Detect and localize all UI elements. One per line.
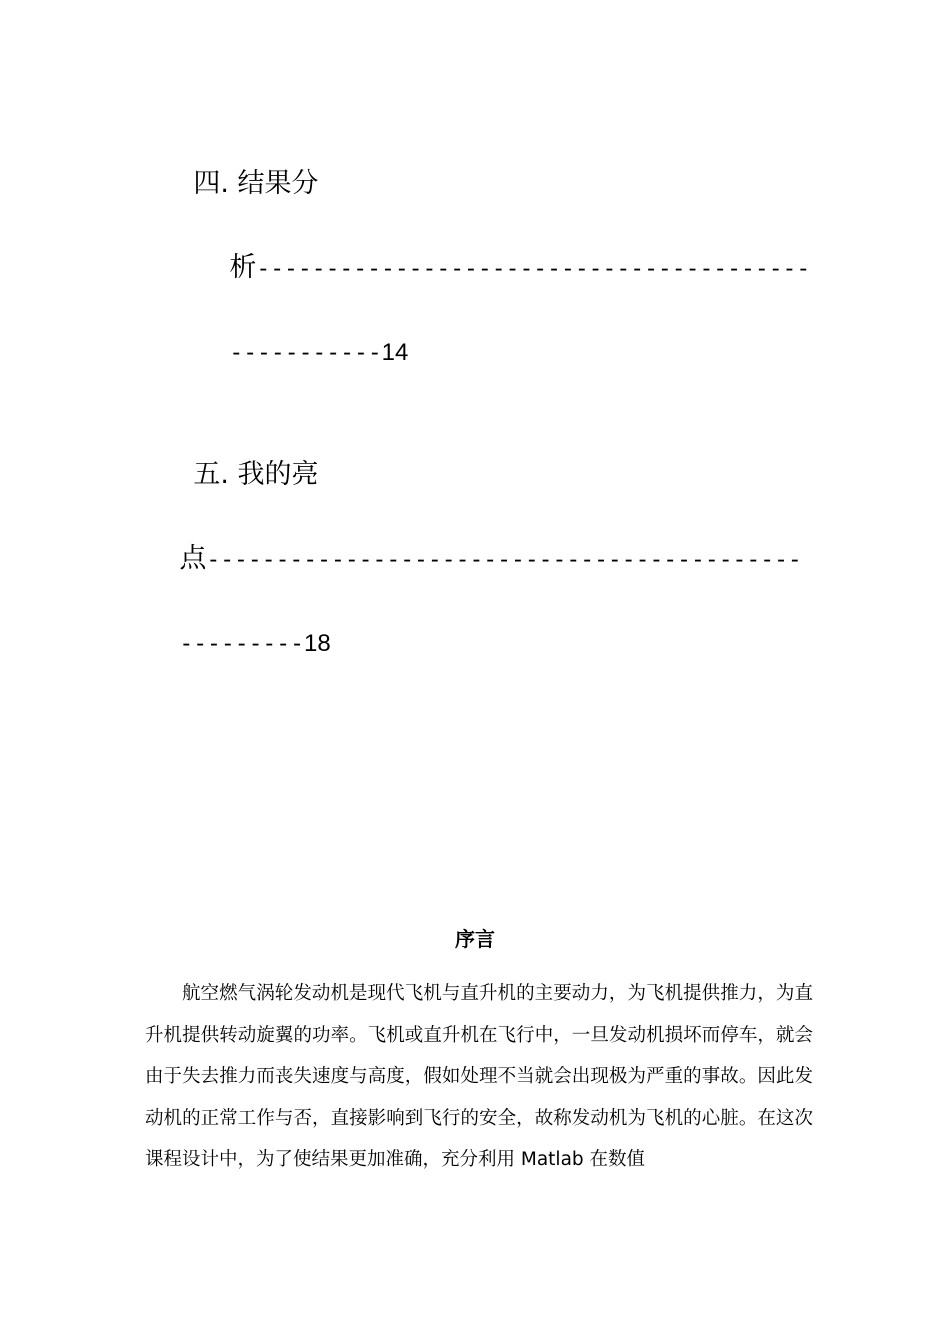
toc-item-4-leader: ----------------------------------------: [256, 256, 811, 282]
toc-item-5-page-line: [145, 589, 331, 698]
preface-title: 序言: [455, 927, 495, 951]
toc-item-5-heading-text: 五. 我的亮: [193, 459, 319, 490]
toc-item-4-heading-text: 四. 结果分: [193, 168, 319, 199]
toc-item-5-leader-cont: ---------: [179, 631, 304, 657]
toc-item-4-page-line: [195, 298, 408, 407]
toc-item-4-page-number: 14: [381, 339, 409, 366]
toc-item-5-page-number: 18: [303, 630, 331, 657]
toc-item-4-leader-cont: -----------: [229, 340, 382, 366]
toc-item-5-cont: 点: [179, 543, 207, 574]
preface-paragraph: 航空燃气涡轮发动机是现代飞机与直升机的主要动力，为飞机提供推力，为直升机提供转动旋翼的功率。飞机或直升机在飞行中，一旦发动机损坏而停车，就会由于失去推力而丧失速度与高度，假如处理不当就会出现极为严重的事故。因此发动机的正常工作与否，直接影响到飞行的安全，故称发动机为飞机的心脏。在这次课程设计中，为了使结果更加准确，充分利用 Matlab 在数值: [145, 983, 813, 1170]
toc-item-5-leader: -------------------------------------------: [206, 547, 802, 573]
toc-item-4-cont: 析: [229, 252, 257, 283]
